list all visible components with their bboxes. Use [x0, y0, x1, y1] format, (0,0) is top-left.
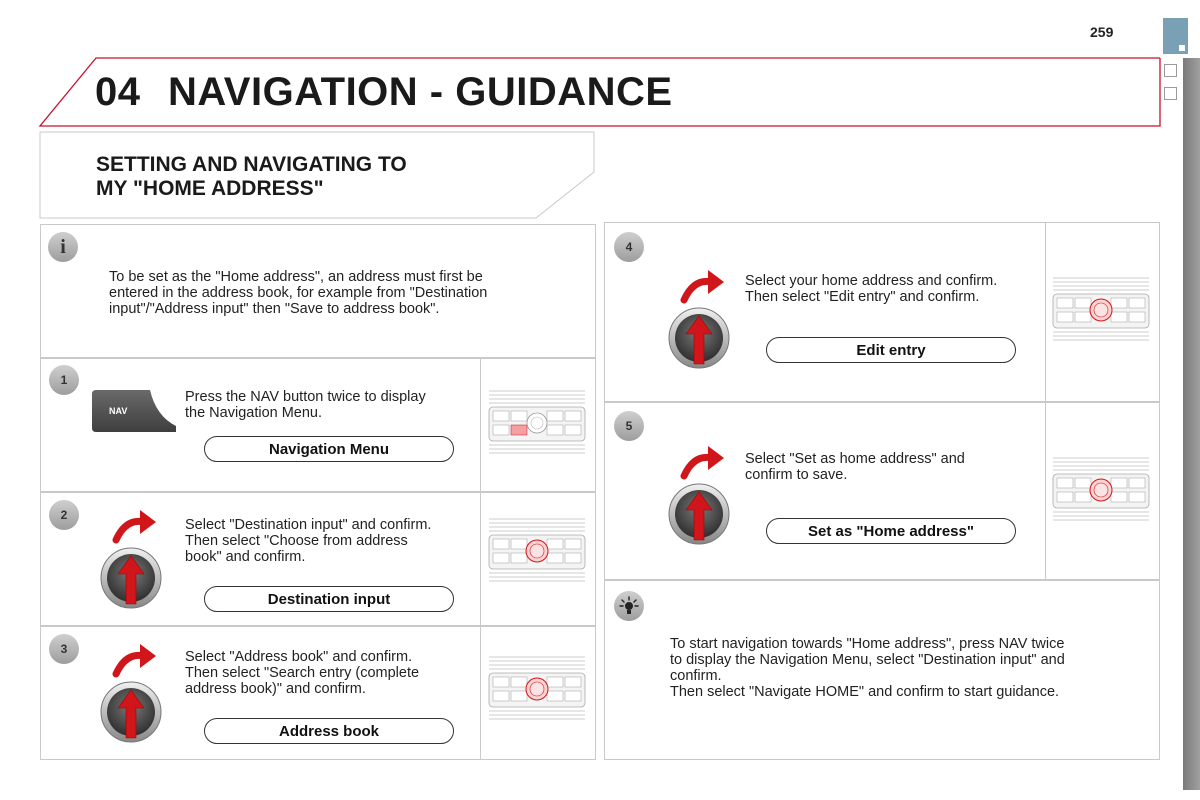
- rotary-knob-icon: [666, 436, 746, 556]
- destination-input-button[interactable]: Destination input: [204, 586, 454, 612]
- rotary-knob-icon: [98, 634, 178, 754]
- page-title: NAVIGATION - GUIDANCE: [168, 70, 673, 114]
- section-title: [96, 153, 516, 201]
- divider: [480, 626, 481, 760]
- step-text-line: Then select "Search entry (complete: [185, 665, 420, 681]
- step-text-line: book" and confirm.: [185, 549, 306, 565]
- step-text-line: Select "Destination input" and confirm.: [185, 517, 432, 533]
- console-icon: [487, 389, 587, 455]
- nav-key-label: NAV: [109, 406, 128, 416]
- tip-text-line: to display the Navigation Menu, select "Destination input" and: [670, 652, 1065, 668]
- divider: [1045, 222, 1046, 402]
- divider: [480, 358, 481, 492]
- step-text: [185, 649, 419, 697]
- tip-text-line: To start navigation towards "Home address", press NAV twice: [670, 636, 1065, 652]
- rotary-knob-icon: [666, 260, 746, 380]
- tip-text-line: confirm.: [670, 668, 722, 684]
- set-home-address-button[interactable]: Set as "Home address": [766, 518, 1016, 544]
- step-text-line: confirm to save.: [745, 467, 848, 483]
- step-text: [745, 451, 965, 483]
- step-number: 1: [49, 365, 79, 395]
- nav-key-icon: [92, 390, 176, 432]
- step-text-line: Then select "Choose from address: [185, 533, 408, 549]
- step-text-line: Select your home address and confirm.: [745, 273, 998, 289]
- rotary-knob-icon: [98, 500, 178, 620]
- console-icon: [1051, 456, 1151, 522]
- step-text: [185, 517, 431, 565]
- tip-text-line: Then select "Navigate HOME" and confirm to start guidance.: [670, 684, 1060, 700]
- step-text-line: Select "Address book" and confirm.: [185, 649, 413, 665]
- step-text: [745, 273, 997, 305]
- step-text-line: address book)" and confirm.: [185, 681, 366, 697]
- console-icon: [1051, 276, 1151, 342]
- step-number: 2: [49, 500, 79, 530]
- edit-entry-button[interactable]: Edit entry: [766, 337, 1016, 363]
- info-text-line: input"/"Address input" then "Save to address book".: [109, 301, 440, 317]
- section-title-line: SETTING AND NAVIGATING TO: [96, 153, 407, 176]
- info-icon: i: [48, 232, 78, 262]
- side-strip: [1183, 58, 1200, 790]
- step-text-line: Press the NAV button twice to display: [185, 389, 426, 405]
- info-text: [109, 269, 487, 317]
- chapter-number: 04: [95, 70, 141, 114]
- step-text-line: the Navigation Menu.: [185, 405, 323, 421]
- navigation-menu-button[interactable]: Navigation Menu: [204, 436, 454, 462]
- address-book-button[interactable]: Address book: [204, 718, 454, 744]
- info-text-line: entered in the address book, for example from "Destination: [109, 285, 488, 301]
- divider: [480, 492, 481, 626]
- step-text-line: Select "Set as home address" and: [745, 451, 965, 467]
- section-title-line: MY "HOME ADDRESS": [96, 177, 324, 200]
- tip-text: [670, 636, 1065, 700]
- step-number: 5: [614, 411, 644, 441]
- step-text-line: Then select "Edit entry" and confirm.: [745, 289, 980, 305]
- step-text: [185, 389, 426, 421]
- page-number: 259: [1090, 24, 1114, 40]
- step-number: 3: [49, 634, 79, 664]
- step-number: 4: [614, 232, 644, 262]
- info-text-line: To be set as the "Home address", an address must first be: [109, 269, 483, 285]
- divider: [1045, 402, 1046, 580]
- lightbulb-icon: [614, 591, 644, 621]
- console-icon: [487, 517, 587, 583]
- console-icon: [487, 655, 587, 721]
